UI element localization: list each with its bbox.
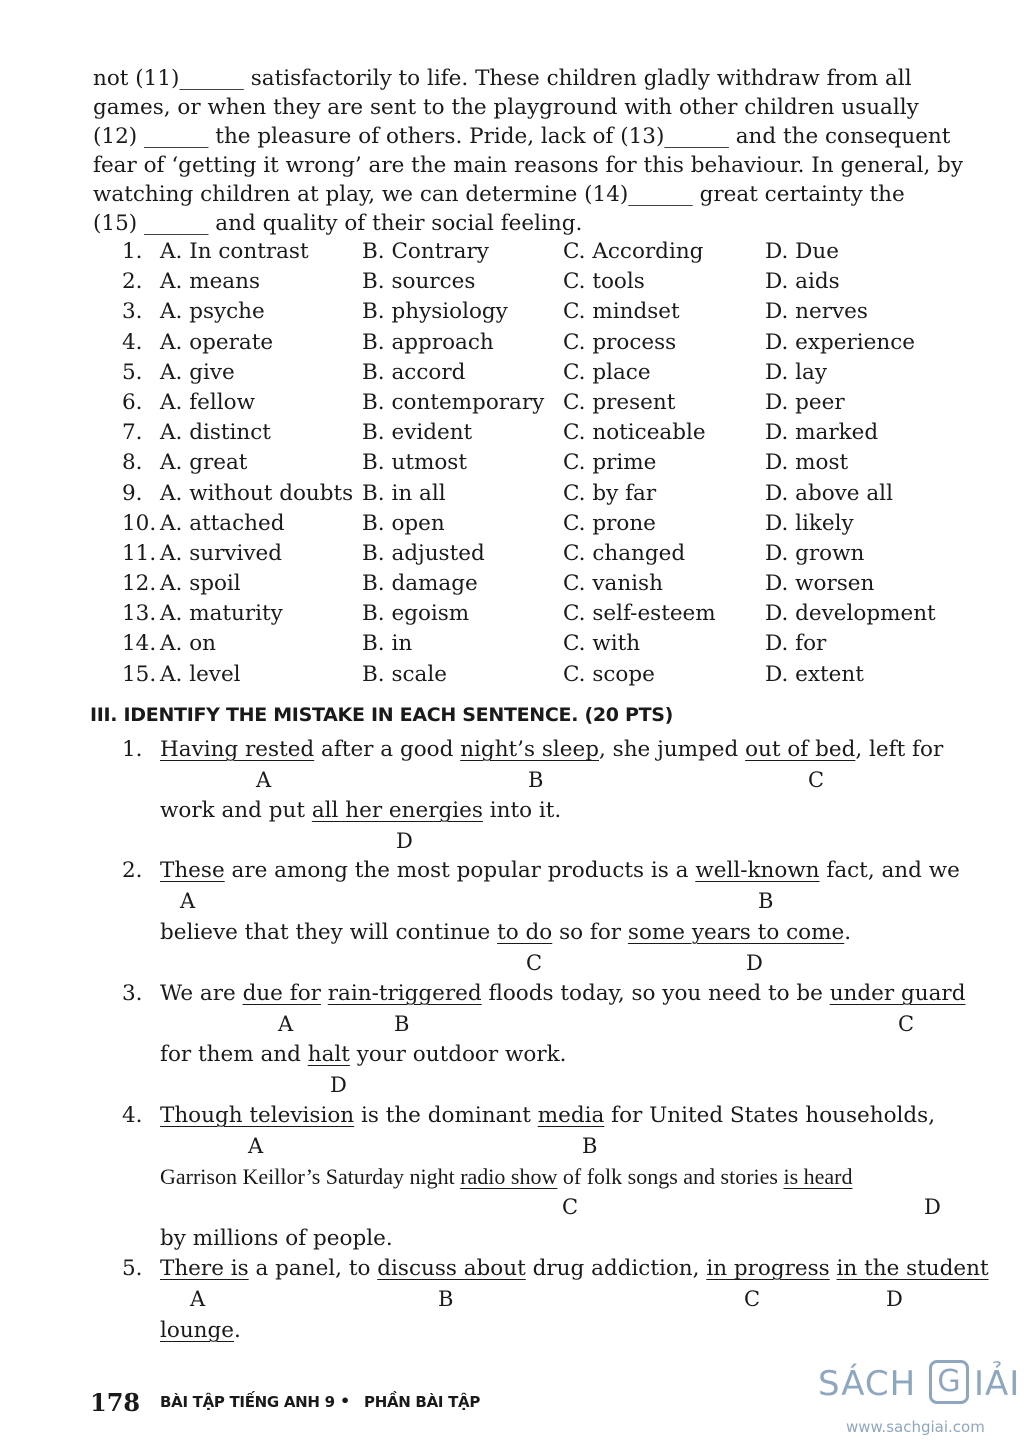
sentence-text: believe that they will continue: [160, 920, 498, 945]
logo-text-right: IẢI: [974, 1364, 1021, 1404]
option-d: D. nerves: [765, 299, 868, 325]
option-b: B. contemporary: [362, 389, 545, 415]
sentence-text: Garrison Keillor’s Saturday night: [160, 1164, 461, 1189]
option-d: D. for: [765, 631, 827, 657]
passage-line: games, or when they are sent to the playground with other children usually: [93, 95, 919, 120]
option-b: B. Contrary: [362, 239, 489, 264]
sentence-text: [830, 1256, 837, 1281]
underlined-option-a: Having rested: [160, 737, 315, 762]
option-d: D. extent: [765, 661, 864, 687]
option-number: 4.: [122, 329, 143, 355]
option-number: 2.: [122, 269, 143, 295]
option-d: D. peer: [765, 389, 845, 415]
sentence-text: floods today, so you need to be: [481, 981, 830, 1006]
question-number: 5.: [122, 1256, 143, 1281]
option-d: D. aids: [765, 269, 840, 295]
option-d: D. marked: [765, 420, 879, 446]
question-1-line-2: [160, 798, 561, 823]
option-c: C. According: [563, 239, 704, 264]
option-label-a: A: [180, 889, 196, 913]
option-a: A. operate: [160, 329, 274, 355]
book-title: BÀI TẬP TIẾNG ANH 9: [160, 1393, 335, 1411]
option-d: D. grown: [765, 540, 865, 566]
question-3-line-2: [160, 1042, 566, 1067]
option-number: 12.: [122, 571, 157, 597]
passage-line: not (11)______ satisfactorily to life. These children gladly withdraw from all: [93, 66, 912, 91]
underlined-option-a: due for: [242, 981, 321, 1006]
option-b: B. damage: [362, 571, 478, 597]
option-d: D. experience: [765, 329, 915, 355]
question-5-line-1: [122, 1256, 989, 1281]
option-c: C. process: [563, 329, 677, 355]
option-label-b: B: [394, 1012, 410, 1036]
option-a: A. level: [160, 661, 241, 687]
option-number: 6.: [122, 389, 143, 415]
option-label-c: C: [898, 1012, 915, 1036]
option-c: C. tools: [563, 269, 645, 295]
option-c: C. self-esteem: [563, 601, 716, 627]
watermark-logo: [818, 1360, 1024, 1408]
sentence-text: , left for: [855, 737, 944, 762]
sentence-text: of folk songs and stories: [557, 1164, 784, 1189]
option-number: 10.: [122, 510, 157, 536]
passage-line: watching children at play, we can determine (14)______ great certainty the: [93, 182, 905, 207]
sentence-text: into it.: [482, 798, 562, 823]
underlined-option-b: media: [537, 1103, 605, 1128]
sentence-text: is the dominant: [354, 1103, 538, 1128]
option-a: A. without doubts: [160, 480, 354, 506]
option-row: [122, 541, 982, 571]
option-row: [122, 330, 982, 360]
option-label-a: A: [190, 1287, 206, 1311]
option-c: C. noticeable: [563, 420, 706, 446]
option-row: [122, 420, 982, 450]
option-c: C. by far: [563, 480, 657, 506]
underlined-option-b: discuss about: [377, 1256, 526, 1281]
option-d: D. lay: [765, 359, 827, 385]
option-a: A. survived: [160, 540, 283, 566]
sentence-text: , she jumped: [599, 737, 746, 762]
question-4-line-1: [122, 1103, 936, 1128]
option-row: [122, 299, 982, 329]
option-a: A. psyche: [160, 299, 265, 325]
option-b: B. in: [362, 631, 413, 657]
option-b: B. adjusted: [362, 540, 485, 566]
option-a: A. means: [160, 269, 261, 295]
underlined-option-a: There is: [160, 1256, 249, 1281]
option-label-b: B: [758, 889, 774, 913]
underlined-option-b: rain-triggered: [327, 981, 482, 1006]
sentence-text: a panel, to: [248, 1256, 378, 1281]
underlined-option-c: out of bed: [745, 737, 856, 762]
option-label-a: A: [248, 1134, 264, 1158]
sentence-text: fact, and we: [819, 858, 960, 883]
option-d: D. worsen: [765, 571, 875, 597]
underlined-option-d: halt: [307, 1042, 350, 1067]
option-number: 5.: [122, 359, 143, 385]
option-a: A. on: [160, 631, 216, 657]
option-c: C. scope: [563, 661, 655, 687]
option-b: B. sources: [362, 269, 476, 295]
option-number: 15.: [122, 661, 157, 687]
option-row: [122, 390, 982, 420]
question-3-line-1: [122, 981, 966, 1006]
option-row: [122, 239, 982, 269]
option-a: A. maturity: [160, 601, 283, 627]
option-a: A. distinct: [160, 420, 271, 446]
sentence-text: [321, 981, 328, 1006]
option-label-d: D: [924, 1195, 941, 1219]
option-row: [122, 269, 982, 299]
option-number: 1.: [122, 239, 143, 264]
footer-section: PHẦN BÀI TẬP: [364, 1393, 481, 1411]
option-c: C. vanish: [563, 571, 663, 597]
question-2-line-2: [160, 920, 851, 945]
option-c: C. mindset: [563, 299, 680, 325]
passage-line: fear of ‘getting it wrong’ are the main reasons for this behaviour. In general, by: [93, 153, 964, 178]
question-2-line-1: [122, 858, 960, 883]
question-5-line-2: [160, 1318, 241, 1343]
underlined-text: lounge: [160, 1318, 235, 1343]
option-row: [122, 601, 982, 631]
watermark-url: www.sachgiai.com: [846, 1418, 985, 1436]
option-label-b: B: [438, 1287, 454, 1311]
option-b: B. in all: [362, 480, 446, 506]
option-c: C. prime: [563, 450, 657, 476]
option-row: [122, 481, 982, 511]
underlined-option-c: under guard: [829, 981, 966, 1006]
sentence-text: work and put: [160, 798, 312, 823]
sentence-text: We are: [160, 981, 243, 1006]
page-number: 178: [90, 1388, 141, 1417]
sentence-text: so for: [552, 920, 628, 945]
passage-line: (15) ______ and quality of their social feeling.: [93, 211, 583, 236]
question-4-line-3: by millions of people.: [160, 1226, 393, 1251]
question-number: 3.: [122, 981, 143, 1006]
underlined-option-c: in progress: [706, 1256, 830, 1281]
question-number: 4.: [122, 1103, 143, 1128]
answer-options-list: [122, 239, 982, 692]
underlined-option-d: all her energies: [311, 798, 483, 823]
option-label-c: C: [808, 768, 825, 792]
option-row: [122, 631, 982, 661]
option-number: 14.: [122, 631, 157, 657]
option-b: B. scale: [362, 661, 447, 687]
option-label-c: C: [562, 1195, 579, 1219]
option-a: A. give: [160, 359, 235, 385]
option-a: A. spoil: [160, 571, 241, 597]
option-b: B. evident: [362, 420, 473, 446]
logo-text-left: SÁCH: [818, 1364, 917, 1404]
underlined-option-d: is heard: [783, 1164, 853, 1189]
question-4-line-2: [160, 1164, 853, 1190]
question-1-line-1: [122, 737, 944, 762]
option-d: D. most: [765, 450, 849, 476]
underlined-option-a: Though television: [160, 1103, 355, 1128]
sentence-text: drug addiction,: [525, 1256, 707, 1281]
sentence-text: .: [844, 920, 852, 945]
footer-bullet: •: [340, 1391, 351, 1410]
sentence-text: after a good: [314, 737, 461, 762]
sentence-text: for them and: [160, 1042, 308, 1067]
option-b: B. approach: [362, 329, 494, 355]
option-row: [122, 360, 982, 390]
option-a: A. great: [160, 450, 248, 476]
sentence-text: .: [234, 1318, 241, 1343]
option-row: [122, 571, 982, 601]
underlined-option-d: in the student: [836, 1256, 989, 1281]
underlined-option-b: well-known: [695, 858, 820, 883]
section-title: III. IDENTIFY THE MISTAKE IN EACH SENTENCE. (20 PTS): [90, 704, 674, 726]
sentence-text: for United States households,: [604, 1103, 936, 1128]
option-label-c: C: [526, 951, 543, 975]
option-b: B. utmost: [362, 450, 467, 476]
underlined-option-d: some years to come: [627, 920, 845, 945]
option-label-d: D: [886, 1287, 903, 1311]
question-number: 1.: [122, 737, 143, 762]
option-b: B. open: [362, 510, 445, 536]
option-label-a: A: [256, 768, 272, 792]
option-c: C. place: [563, 359, 651, 385]
option-label-b: B: [582, 1134, 598, 1158]
option-b: B. accord: [362, 359, 466, 385]
option-label-b: B: [528, 768, 544, 792]
cloze-passage: [93, 64, 975, 238]
option-b: B. physiology: [362, 299, 508, 325]
option-row: [122, 450, 982, 480]
underlined-option-b: night’s sleep: [460, 737, 599, 762]
option-number: 9.: [122, 480, 143, 506]
option-a: A. In contrast: [160, 239, 309, 264]
logo-box-letter: G: [929, 1360, 969, 1404]
passage-line: (12) ______ the pleasure of others. Pride, lack of (13)______ and the consequent: [93, 124, 951, 149]
option-number: 11.: [122, 540, 157, 566]
option-number: 3.: [122, 299, 143, 325]
underlined-option-a: These: [160, 858, 225, 883]
option-label-a: A: [278, 1012, 294, 1036]
option-number: 7.: [122, 420, 143, 446]
question-number: 2.: [122, 858, 143, 883]
option-number: 8.: [122, 450, 143, 476]
option-a: A. attached: [160, 510, 285, 536]
sentence-text: your outdoor work.: [349, 1042, 567, 1067]
sentence-text: are among the most popular products is a: [224, 858, 696, 883]
option-label-d: D: [330, 1073, 347, 1097]
option-label-d: D: [746, 951, 763, 975]
option-d: D. development: [765, 601, 936, 627]
option-a: A. fellow: [160, 389, 255, 415]
option-label-d: D: [396, 829, 413, 853]
option-c: C. prone: [563, 510, 656, 536]
option-d: D. likely: [765, 510, 854, 536]
option-row: [122, 511, 982, 541]
option-c: C. changed: [563, 540, 686, 566]
underlined-option-c: to do: [497, 920, 553, 945]
option-number: 13.: [122, 601, 157, 627]
option-label-c: C: [744, 1287, 761, 1311]
option-c: C. present: [563, 389, 676, 415]
option-d: D. above all: [765, 480, 893, 506]
option-c: C. with: [563, 631, 641, 657]
option-b: B. egoism: [362, 601, 470, 627]
option-row: [122, 662, 982, 692]
option-d: D. Due: [765, 239, 839, 264]
underlined-option-c: radio show: [460, 1164, 558, 1189]
